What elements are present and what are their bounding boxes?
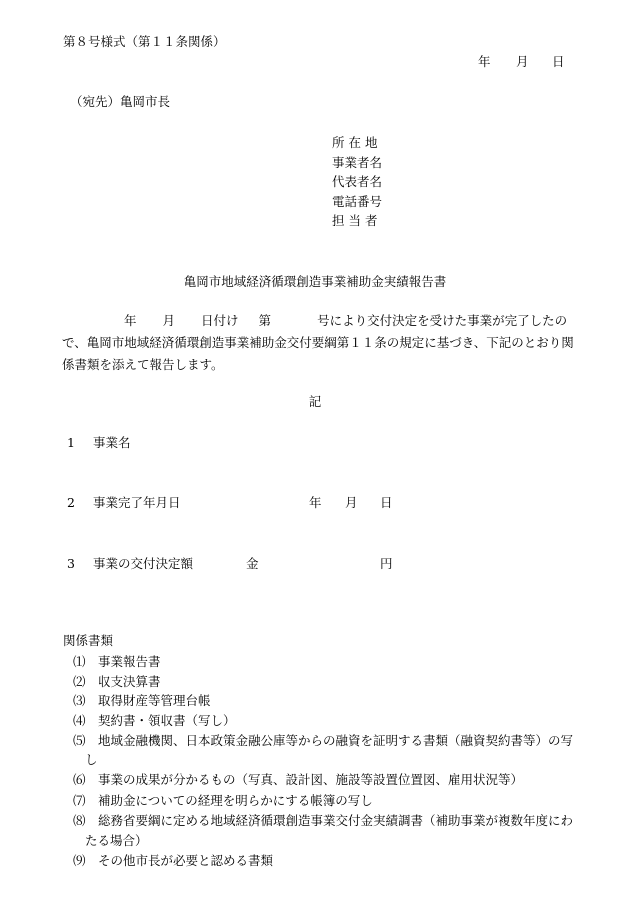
- body-line-1: [62, 310, 572, 332]
- date-month-label: 月: [516, 54, 529, 69]
- item-grant-amount: [67, 558, 193, 571]
- doc-number: ⑵: [73, 674, 86, 689]
- doc-item: 事業報告書: [98, 654, 161, 669]
- completion-year-label: 年: [309, 495, 322, 510]
- item-number: 2: [67, 495, 75, 510]
- grant-yen-label: 円: [380, 556, 393, 571]
- doc-item-continuation: たる場合）: [85, 833, 148, 848]
- item-number: 1: [67, 435, 75, 450]
- ki-marker: 記: [308, 394, 322, 409]
- doc-number: ⑶: [73, 693, 86, 708]
- doc-item: 事業の成果が分かるもの（写真、設計図、施設等設置位置図、雇用状況等）: [98, 772, 524, 787]
- doc-number: ⑹: [73, 772, 86, 787]
- completion-day-label: 日: [380, 495, 393, 510]
- doc-number: ⑷: [73, 713, 86, 728]
- applicant-representative-label: 代表者名: [332, 174, 383, 189]
- body-dai: 第: [258, 313, 272, 328]
- doc-number: ⑴: [73, 654, 86, 669]
- form-number: 第８号様式（第１１条関係）: [63, 34, 226, 49]
- doc-item: 地域金融機関、日本政策金融公庫等からの融資を証明する書類（融資契約書等）の写: [98, 733, 574, 748]
- item-number: 3: [67, 556, 75, 571]
- body-line-2: で、亀岡市地域経済循環創造事業補助金交付要綱第１１条の規定に基づき、下記のとおり関: [62, 335, 574, 350]
- item-label: 事業名: [93, 435, 131, 450]
- doc-item: 取得財産等管理台帳: [98, 693, 211, 708]
- doc-number: ⑸: [73, 733, 86, 748]
- body-line1-rest: 号により交付決定を受けた事業が完了したの: [317, 313, 568, 328]
- date-day-label: 日: [552, 54, 565, 69]
- doc-item: 契約書・領収書（写し）: [98, 713, 236, 728]
- doc-item: その他市長が必要と認める書類: [98, 853, 274, 868]
- documents-heading: 関係書類: [63, 633, 114, 648]
- item-label: 事業の交付決定額: [93, 556, 194, 571]
- item-label: 事業完了年月日: [93, 495, 181, 510]
- body-month: 月: [162, 313, 176, 328]
- applicant-business-name-label: 事業者名: [332, 155, 383, 170]
- addressee: （宛先）亀岡市長: [70, 94, 171, 109]
- body-day-dated: 日付け: [201, 313, 239, 328]
- applicant-phone-label: 電話番号: [332, 194, 383, 209]
- date-year-label: 年: [478, 54, 491, 69]
- doc-item: 補助金についての経理を明らかにする帳簿の写し: [98, 793, 373, 808]
- doc-number: ⑺: [73, 793, 86, 808]
- completion-month-label: 月: [345, 495, 358, 510]
- body-line-3: 係書類を添えて報告します。: [62, 357, 224, 372]
- item-completion-date: [67, 497, 181, 510]
- applicant-address-label: 所 在 地: [332, 135, 378, 150]
- document-title: 亀岡市地域経済循環創造事業補助金実績報告書: [183, 274, 447, 289]
- doc-number: ⑼: [73, 853, 86, 868]
- item-business-name: [67, 437, 131, 450]
- doc-number: ⑻: [73, 813, 86, 828]
- body-year: 年: [124, 313, 137, 328]
- doc-item: 収支決算書: [98, 674, 161, 689]
- report-body: [62, 310, 572, 376]
- doc-item: 総務省要綱に定める地域経済循環創造事業交付金実績調書（補助事業が複数年度にわ: [98, 813, 574, 828]
- grant-kin-label: 金: [246, 556, 259, 571]
- applicant-contact-label: 担 当 者: [332, 213, 378, 228]
- doc-item-continuation: し: [85, 752, 98, 767]
